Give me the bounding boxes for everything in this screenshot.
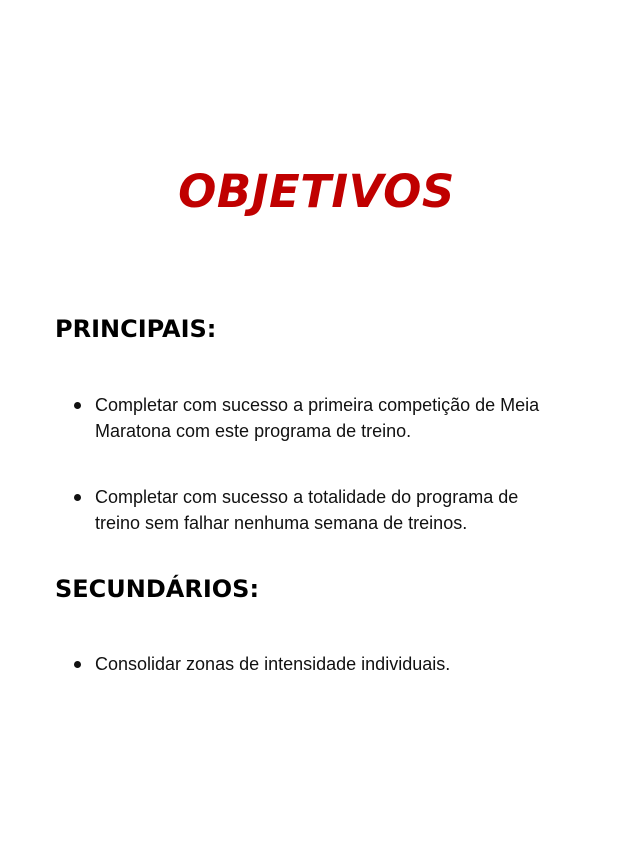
list-item (0, 484, 565, 536)
secundarios-list (0, 651, 633, 677)
list-item-text: Consolidar zonas de intensidade individuais. (95, 654, 451, 674)
list-item (0, 651, 565, 677)
section-heading-principais: PRINCIPAIS: (55, 315, 217, 343)
page-title: OBJETIVOS (178, 165, 455, 218)
list-item-text: Completar com sucesso a primeira competição de Meia Maratona com este programa de treino. (95, 395, 540, 441)
bullet-icon (74, 494, 81, 501)
bullet-icon (74, 402, 81, 409)
section-heading-secundarios: SECUNDÁRIOS: (55, 575, 260, 603)
list-item-text: Completar com sucesso a totalidade do programa de treino sem falhar nenhuma semana de treinos. (95, 487, 519, 533)
list-item (0, 392, 565, 444)
bullet-icon (74, 661, 81, 668)
principais-list (0, 392, 633, 536)
